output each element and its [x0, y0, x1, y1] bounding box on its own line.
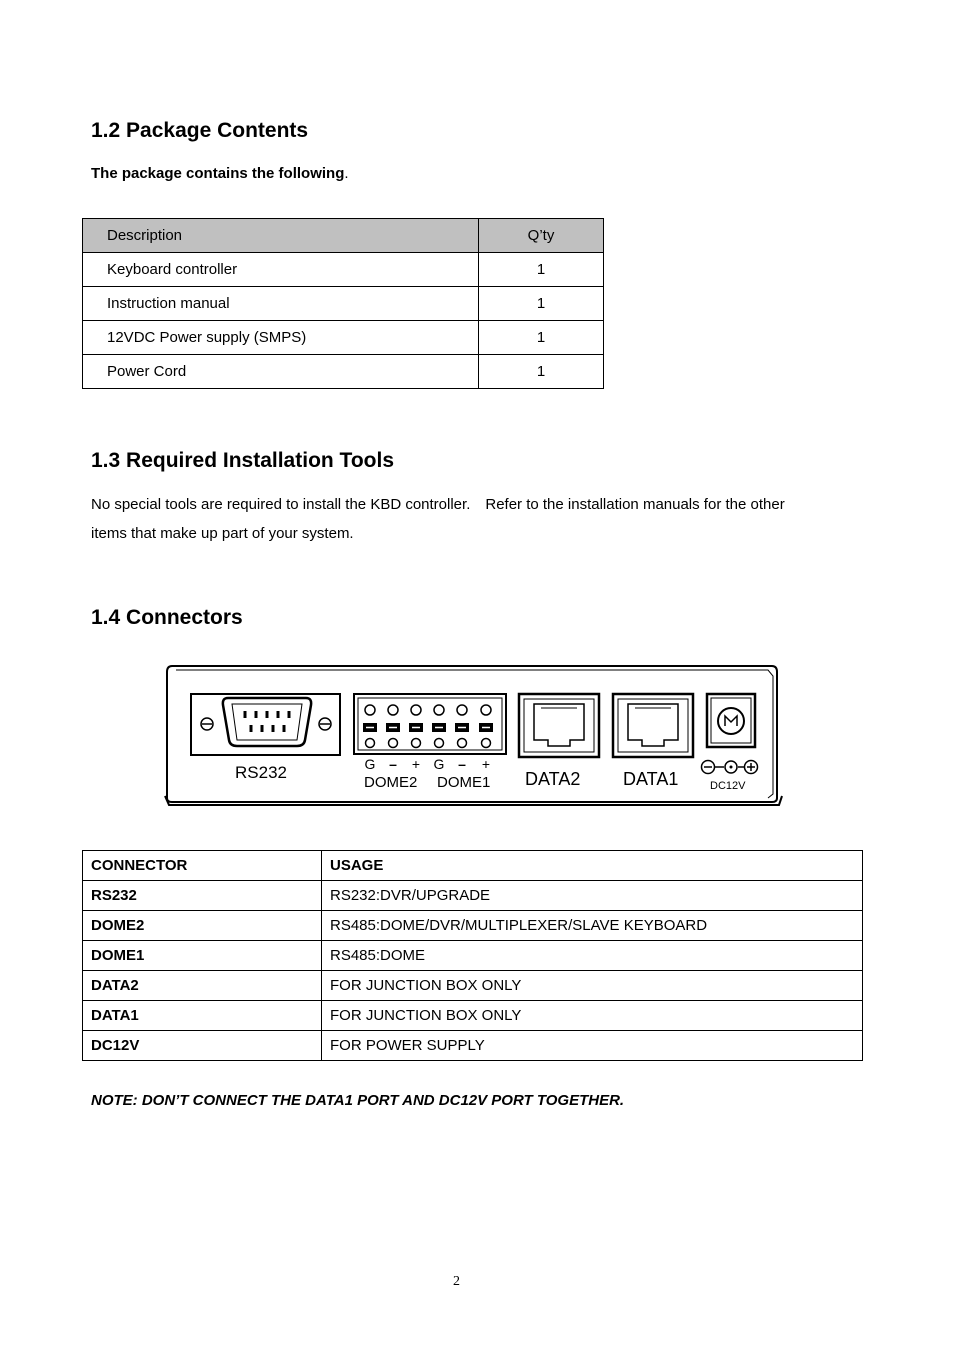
connector-usage: RS232:DVR/UPGRADE: [322, 881, 863, 911]
connector-header-name: CONNECTOR: [83, 851, 322, 881]
dome-pin-label: +: [481, 756, 491, 772]
package-table: [82, 218, 604, 389]
connector-usage: FOR POWER SUPPLY: [322, 1031, 863, 1061]
package-intro: [91, 165, 349, 182]
package-item-qty: 1: [479, 287, 604, 321]
package-item-qty: 1: [479, 253, 604, 287]
package-intro-bold: The package contains the following: [91, 165, 345, 182]
table-row: [83, 971, 863, 1001]
package-item-description: Power Cord: [83, 355, 479, 389]
data2-rj45-port: [519, 694, 599, 757]
connector-note: NOTE: DON’T CONNECT THE DATA1 PORT AND DC12V PORT TOGETHER.: [91, 1092, 625, 1109]
connector-usage: FOR JUNCTION BOX ONLY: [322, 1001, 863, 1031]
dome-pin-label: G: [433, 756, 445, 772]
table-row: [83, 287, 604, 321]
package-item-qty: 1: [479, 321, 604, 355]
dome-pin-label: –: [458, 756, 466, 772]
package-intro-end: .: [344, 165, 349, 182]
heading-connectors: 1.4 Connectors: [91, 606, 243, 629]
connector-name: DOME1: [83, 941, 322, 971]
connector-name: RS232: [83, 881, 322, 911]
connector-header-usage: USAGE: [322, 851, 863, 881]
table-row: [83, 1001, 863, 1031]
table-row: [83, 881, 863, 911]
heading-package-contents: 1.2 Package Contents: [91, 119, 309, 142]
connector-panel-diagram: [160, 660, 786, 810]
package-item-description: Instruction manual: [83, 287, 479, 321]
tools-line-1: No special tools are required to install the KBD controller. Refer to the installation manuals for the other: [91, 496, 785, 513]
table-row: [83, 911, 863, 941]
dc-polarity-icon: [702, 761, 758, 774]
data1-label: DATA1: [623, 769, 679, 789]
connector-name: DATA1: [83, 1001, 322, 1031]
connector-name: DC12V: [83, 1031, 322, 1061]
connector-usage: RS485:DOME/DVR/MULTIPLEXER/SLAVE KEYBOARD: [322, 911, 863, 941]
package-header-qty: Q’ty: [479, 219, 604, 253]
dome2-label: DOME2: [364, 774, 418, 791]
page-number: 2: [453, 1274, 460, 1289]
dome-pin-label: –: [389, 756, 397, 772]
dome1-label: DOME1: [437, 774, 491, 791]
data2-label: DATA2: [525, 769, 581, 789]
dc12v-power-jack: [707, 694, 755, 747]
package-item-description: 12VDC Power supply (SMPS): [83, 321, 479, 355]
connector-usage: FOR JUNCTION BOX ONLY: [322, 971, 863, 1001]
rs232-label: RS232: [235, 763, 287, 782]
connector-table: [82, 850, 863, 1061]
package-header-description: Description: [83, 219, 479, 253]
table-row: [83, 253, 604, 287]
table-row: [83, 941, 863, 971]
heading-installation-tools: 1.3 Required Installation Tools: [91, 449, 394, 472]
table-row: [83, 1031, 863, 1061]
table-row: [83, 355, 604, 389]
package-item-description: Keyboard controller: [83, 253, 479, 287]
package-table-header: [83, 219, 604, 253]
dome-pin-label: +: [411, 756, 421, 772]
connector-name: DOME2: [83, 911, 322, 941]
connector-table-header: [83, 851, 863, 881]
package-item-qty: 1: [479, 355, 604, 389]
dome-terminal-block: [354, 694, 506, 754]
rs232-connector: [191, 694, 340, 755]
connector-name: DATA2: [83, 971, 322, 1001]
tools-paragraph: [91, 490, 851, 548]
connector-usage: RS485:DOME: [322, 941, 863, 971]
table-row: [83, 321, 604, 355]
data1-rj45-port: [613, 694, 693, 757]
tools-line-2: items that make up part of your system.: [91, 525, 354, 542]
dome-pin-label: G: [364, 756, 376, 772]
dc12v-label: DC12V: [710, 780, 746, 792]
